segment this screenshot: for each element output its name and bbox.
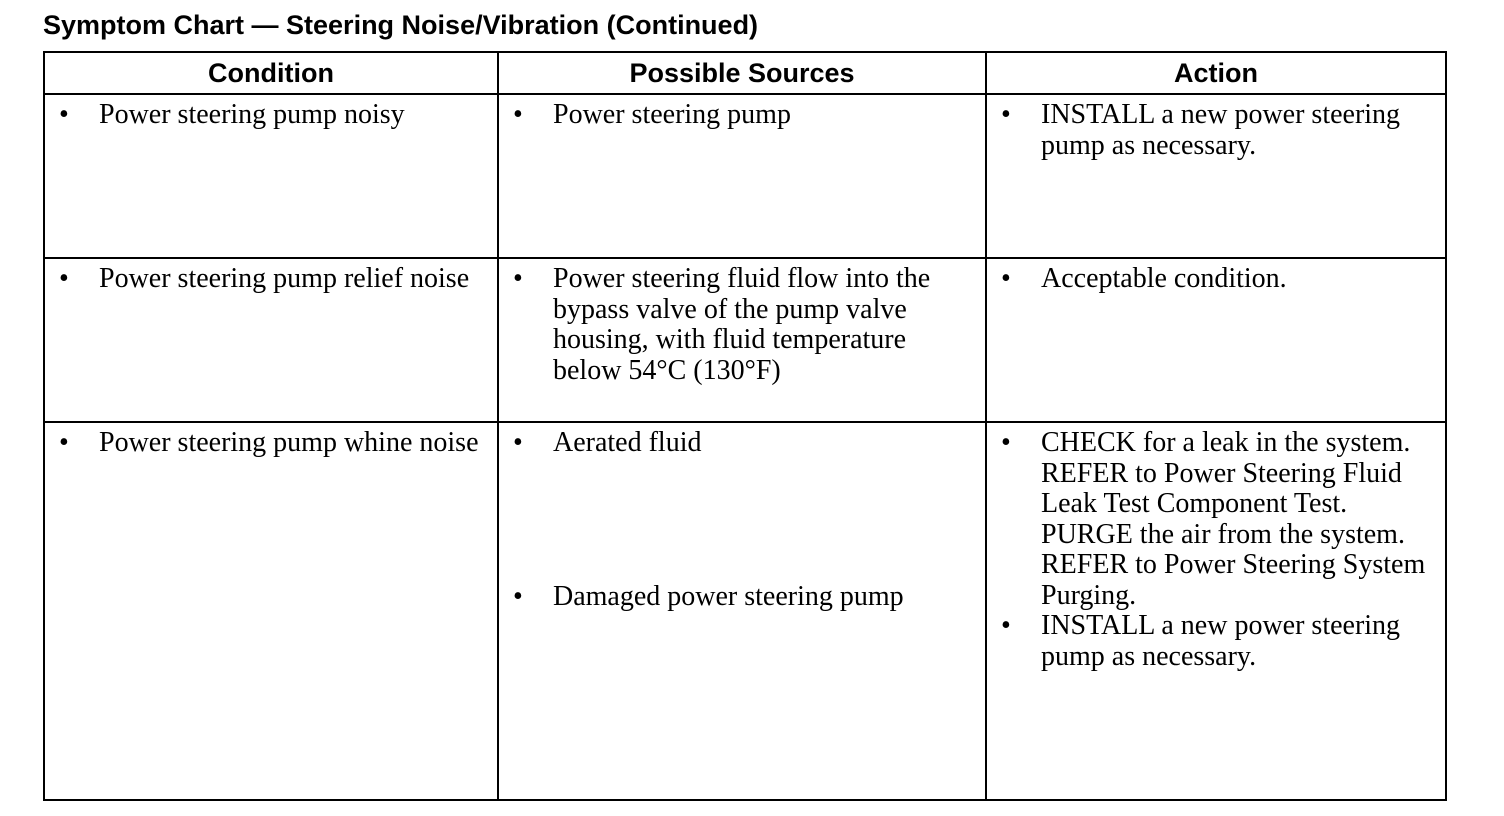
condition-text: Power steering pump whine noise	[99, 427, 479, 458]
table-row	[44, 94, 1446, 258]
condition-item	[45, 264, 497, 295]
condition-cell	[44, 94, 498, 258]
source-item	[499, 264, 985, 386]
bullet-icon: •	[513, 263, 523, 294]
action-text: CHECK for a leak in the system. REFER to Power Steering Fluid Leak Test Component Test. PURGE the air from the system. REFER to Power Steering System Purging.	[1041, 427, 1426, 611]
bullet-icon: •	[513, 99, 523, 130]
action-item	[987, 611, 1445, 672]
bullet-icon: •	[1001, 99, 1011, 130]
source-text: Power steering fluid flow into the bypass valve of the pump valve housing, with fluid temperature below 54°C (130°F)	[553, 263, 931, 386]
bullet-icon: •	[59, 263, 69, 294]
condition-cell	[44, 258, 498, 422]
condition-cell	[44, 422, 498, 800]
action-item	[987, 100, 1445, 161]
condition-item	[45, 428, 497, 459]
source-text: Power steering pump	[553, 99, 791, 130]
sources-cell	[498, 258, 986, 422]
sources-cell	[498, 94, 986, 258]
condition-text: Power steering pump noisy	[99, 99, 405, 130]
page-title: Symptom Chart — Steering Noise/Vibration (Continued)	[43, 10, 759, 40]
source-text: Aerated fluid	[553, 427, 702, 458]
column-header-possible-sources: Possible Sources	[498, 52, 986, 94]
column-header-action: Action	[986, 52, 1446, 94]
bullet-icon: •	[59, 427, 69, 458]
source-item	[499, 428, 985, 459]
bullet-icon: •	[513, 580, 523, 612]
condition-text: Power steering pump relief noise	[99, 263, 470, 294]
action-item	[987, 428, 1445, 611]
sources-cell	[498, 422, 986, 800]
action-cell	[986, 94, 1446, 258]
table-header-row	[44, 52, 1446, 94]
bullet-icon: •	[1001, 427, 1011, 458]
source-item	[499, 100, 985, 131]
spacer	[499, 459, 985, 582]
symptom-chart-table	[43, 51, 1447, 801]
source-text: Damaged power steering pump	[553, 580, 904, 612]
bullet-icon: •	[513, 427, 523, 458]
action-text: INSTALL a new power steering pump as necessary.	[1041, 610, 1401, 672]
source-item	[499, 582, 985, 613]
action-item	[987, 264, 1445, 295]
table-row	[44, 258, 1446, 422]
condition-item	[45, 100, 497, 131]
bullet-icon: •	[59, 99, 69, 130]
table-row	[44, 422, 1446, 800]
action-text: INSTALL a new power steering pump as necessary.	[1041, 99, 1401, 161]
column-header-condition: Condition	[44, 52, 498, 94]
action-cell	[986, 422, 1446, 800]
action-text: Acceptable condition.	[1041, 263, 1287, 294]
bullet-icon: •	[1001, 263, 1011, 294]
action-cell	[986, 258, 1446, 422]
bullet-icon: •	[1001, 610, 1011, 641]
